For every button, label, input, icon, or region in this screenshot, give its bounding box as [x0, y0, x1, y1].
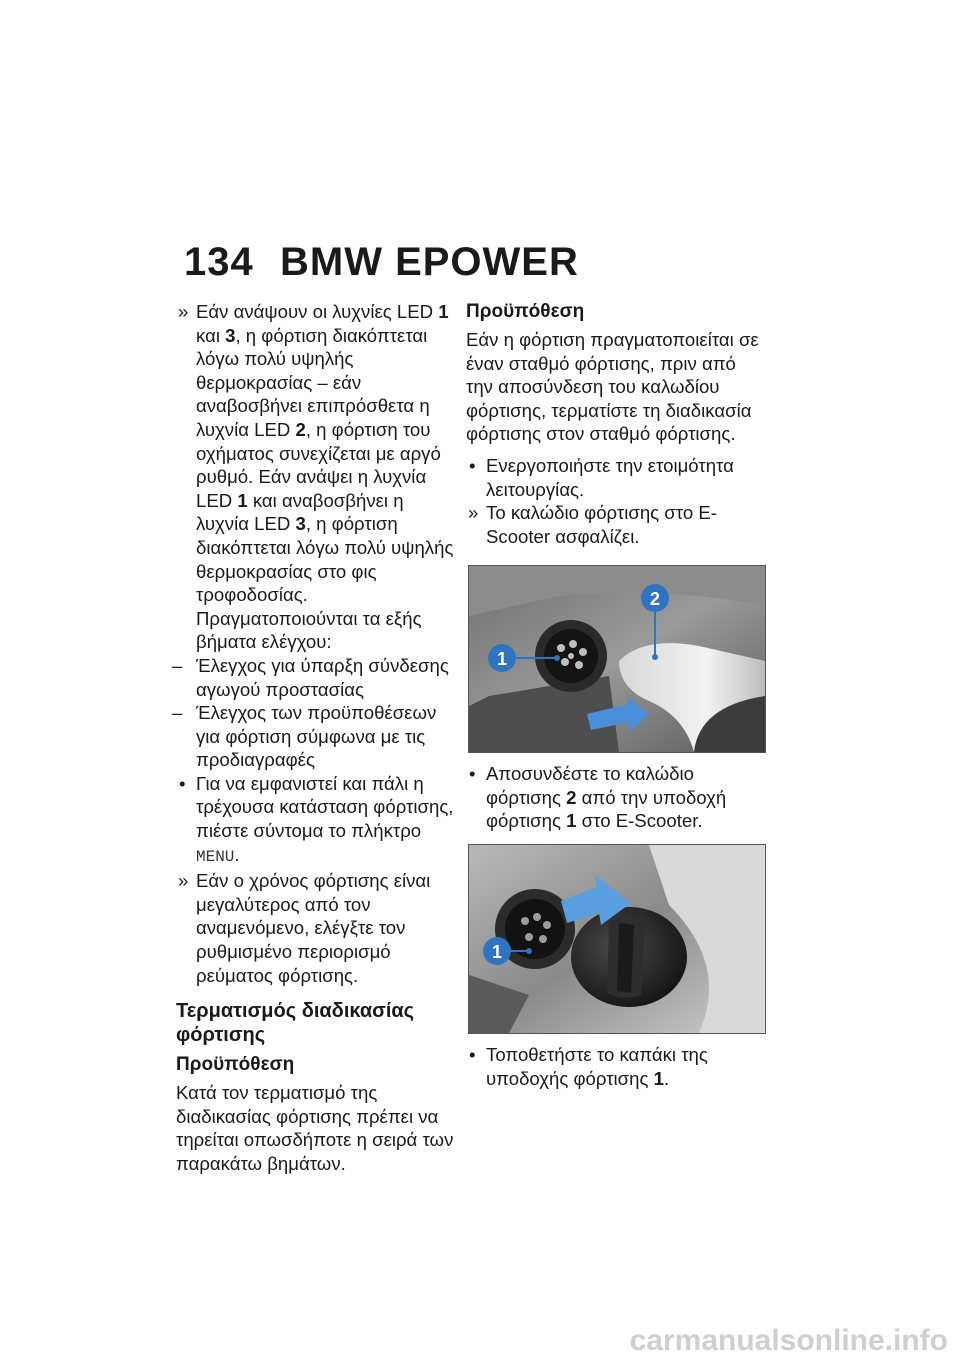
- svg-text:1: 1: [496, 649, 508, 669]
- callout-badge-2: [641, 584, 669, 612]
- text-run: Για να εμφανιστεί και πάλι η τρέχουσα κατάσταση φόρτισης, πιέστε σύντομα το πλήκτρο: [196, 772, 454, 842]
- result-marker: »: [178, 301, 189, 322]
- result-cable-locks: [466, 501, 766, 548]
- section-title: BMW EPOWER: [280, 240, 579, 284]
- photo-socket-cap: [468, 844, 766, 1034]
- svg-text:2: 2: [649, 589, 661, 609]
- check-item-protective-conductor: [172, 654, 456, 701]
- result-paragraph-led: [176, 300, 456, 654]
- text-run: Έλεγχος των προϋποθέσεων για φόρτιση σύμφωνα με τις προδιαγραφές: [196, 702, 437, 771]
- text-run: Εάν ο χρόνος φόρτισης είναι μεγαλύτερος από τον αναμενόμενο, ελέγξτε τον ρυθμισμένο περιορισμό ρεύματος φόρτισης.: [196, 870, 431, 986]
- callout-badge-1: [488, 644, 516, 672]
- watermark: carmanualsonline.info: [629, 1324, 948, 1357]
- result-marker: »: [468, 502, 479, 524]
- page-number: 134: [184, 240, 254, 284]
- text-run: Το καλώδιο φόρτισης στο E-Scooter ασφαλίζει.: [486, 502, 717, 547]
- socket-cap-illustration: [469, 845, 765, 1033]
- menu-key-label: MENU: [196, 847, 235, 866]
- text-run: , η φόρτιση διακόπτεται λόγω πολύ υψηλής θερμοκρασίας – εάν αναβοσβήνει επιπρόσθετα η λυχνία LED: [196, 324, 430, 440]
- ref-number: 3: [295, 513, 306, 535]
- text-run: , η φόρτιση διακόπτεται λόγω πολύ υψηλής θερμοκρασίας στο φις τροφοδοσίας. Πραγματοποιούνται τα εξής βήματα ελέγχου:: [196, 513, 454, 653]
- text-run: , η φόρτιση του οχήματος συνεχίζεται με αργό ρυθμό. Εάν ανάψει η λυχνία LED: [196, 418, 441, 511]
- text-run: .: [663, 1067, 670, 1089]
- left-column: [172, 300, 456, 1176]
- result-marker: »: [178, 870, 189, 892]
- section-heading: Τερματισμός διαδικασίας φόρτισης: [176, 1000, 415, 1047]
- photo-unplug-cable: [468, 565, 766, 753]
- ref-number: 1: [566, 810, 577, 832]
- dash-marker: –: [172, 654, 183, 676]
- result-paragraph-charging-time: [176, 869, 456, 987]
- text-run: και: [196, 324, 226, 346]
- bullet-marker: •: [469, 763, 476, 784]
- subheading-prerequisite: Προϋπόθεση: [466, 301, 585, 322]
- text-run: στο E-Scooter.: [576, 810, 703, 832]
- ref-number: 2: [566, 786, 577, 808]
- dash-marker: –: [172, 702, 183, 724]
- step-disconnect-cable: [466, 762, 766, 833]
- text-run: Εάν ανάψουν οι λυχνίες LED: [196, 301, 439, 322]
- text-run: από την υποδοχή φόρτισης: [486, 786, 727, 832]
- text-run: Ενεργοποιήστε την ετοιμότητα λειτουργίας.: [486, 454, 734, 500]
- ref-number: 1: [237, 489, 248, 511]
- check-item-requirements: [172, 701, 456, 772]
- right-column: [466, 300, 766, 548]
- callout-badge-1: [483, 937, 511, 965]
- bullet-marker: •: [469, 454, 476, 476]
- prerequisite-paragraph: Εάν η φόρτιση πραγματοποιείται σε έναν σταθμό φόρτισης, πριν από την αποσύνδεση του καλωδίου φόρτισης, τερματίστε τη διαδικασία φόρτισης στον σταθμό φόρτισης.: [466, 329, 759, 445]
- ref-number: 1: [653, 1067, 664, 1089]
- ref-number: 1: [438, 301, 449, 322]
- subheading-prerequisite: Προϋπόθεση: [176, 1054, 295, 1076]
- ref-number: 3: [225, 324, 236, 346]
- text-run: Αποσυνδέστε το καλώδιο φόρτισης: [486, 763, 694, 808]
- text-run: Τοποθετήστε το καπάκι της υποδοχής φόρτισης: [486, 1044, 708, 1089]
- step-activate-readiness: [466, 454, 766, 501]
- text-run: και αναβοσβήνει η λυχνία LED: [196, 489, 404, 535]
- svg-text:1: 1: [491, 942, 503, 962]
- bullet-marker: •: [179, 772, 186, 794]
- bullet-marker: •: [469, 1044, 476, 1065]
- prerequisite-paragraph: Κατά τον τερματισμό της διαδικασίας φόρτισης πρέπει να τηρείται οπωσδήποτε η σειρά των παρακάτω βημάτων.: [176, 1082, 454, 1174]
- ref-number: 2: [295, 418, 306, 440]
- charging-socket-cable-illustration: [469, 566, 765, 752]
- right-column-bottom: [466, 1043, 766, 1090]
- page-header: [184, 240, 579, 285]
- text-run: Έλεγχος για ύπαρξη σύνδεσης αγωγού προστασίας: [196, 654, 449, 700]
- step-show-status: [176, 772, 456, 869]
- text-run: .: [234, 843, 240, 865]
- right-column-mid: [466, 762, 766, 833]
- step-fit-cap: [466, 1043, 766, 1090]
